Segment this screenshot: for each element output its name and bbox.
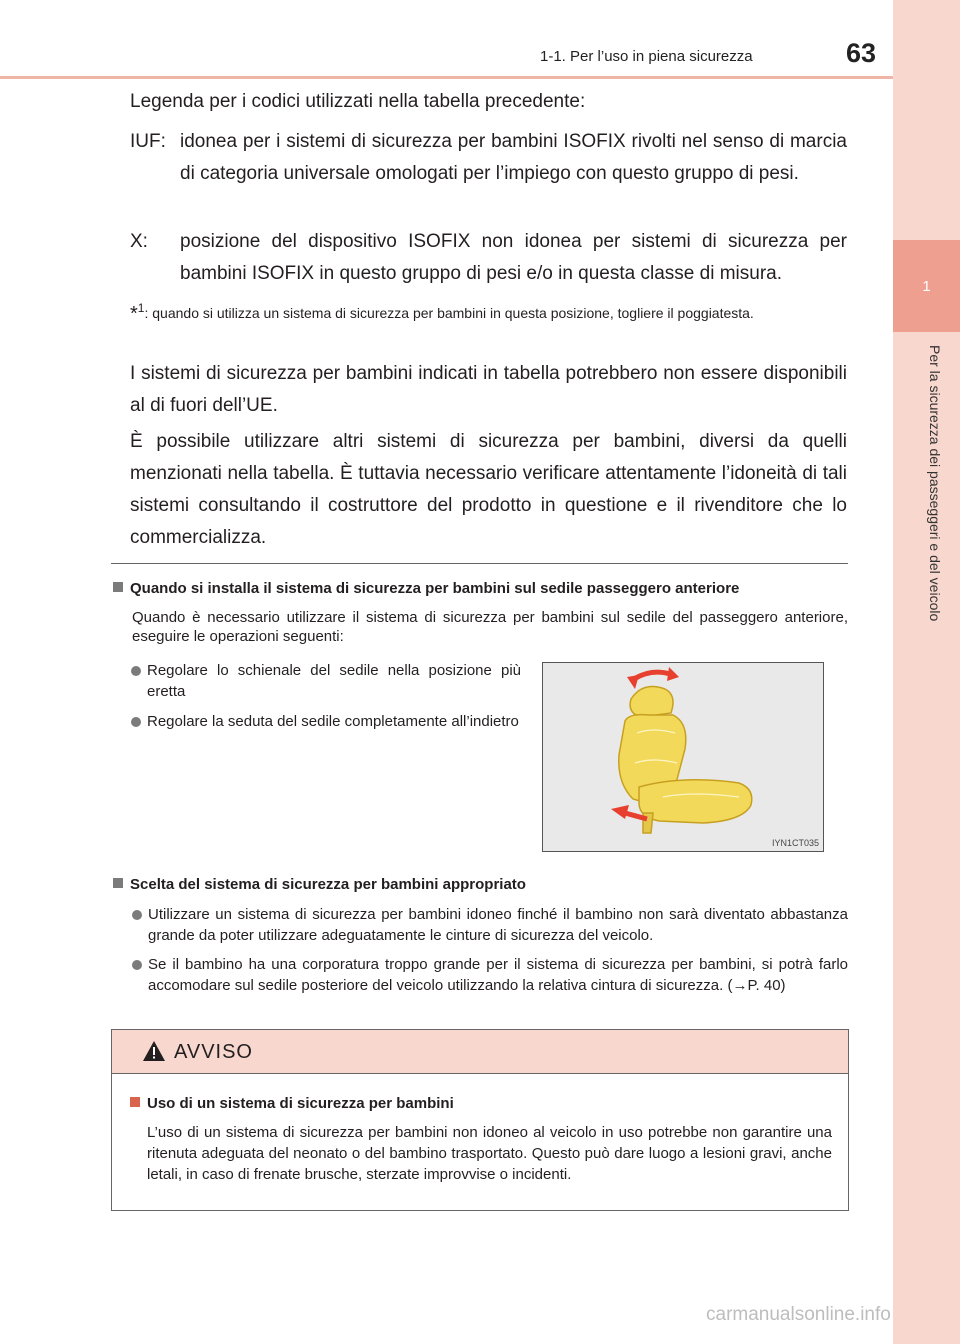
bullet-dot-icon — [131, 666, 141, 676]
chapter-tab[interactable]: 1 — [893, 240, 960, 332]
car-seat-icon — [543, 663, 823, 851]
figure-code: IYN1CT035 — [771, 838, 819, 848]
square-bullet-icon — [130, 1097, 140, 1107]
section-heading-text: Scelta del sistema di sicurezza per bambini appropriato — [130, 876, 526, 893]
legend-code: IUF: — [130, 131, 166, 152]
paragraph-availability: I sistemi di sicurezza per bambini indicati in tabella potrebbero non essere disponibili al di fuori dell’UE. — [130, 363, 847, 416]
bullet-dot-icon — [132, 960, 142, 970]
square-bullet-icon — [113, 878, 123, 888]
running-head: 1-1. Per l’uso in piena sicurezza — [540, 48, 753, 65]
warning-header — [112, 1030, 848, 1074]
warning-text: L’uso di un sistema di sicurezza per bambini non idoneo al veicolo in uso potrebbe non garantire una ritenuta adeguata del neonato o del bambino trasportato. Questo può dare luogo a lesioni gravi, anche letali, in caso di frenate brusche, sterzate improvvise o incidenti. — [147, 1124, 832, 1183]
list-item — [132, 954, 848, 996]
chapter-title: Per la sicurezza dei passeggeri e del veicolo — [927, 345, 943, 622]
header-rule — [0, 76, 893, 79]
warning-subheading — [130, 1095, 454, 1112]
legend-text: idonea per i sistemi di sicurezza per bambini ISOFIX rivolti nel senso di marcia di categoria universale omologati per l’impiego con questo gruppo di pesi. — [180, 131, 847, 184]
square-bullet-icon — [113, 582, 123, 592]
bullet-dot-icon — [132, 910, 142, 920]
legend-code: X: — [130, 231, 148, 252]
legend-intro: Legenda per i codici utilizzati nella tabella precedente: — [130, 91, 586, 112]
warning-box — [111, 1029, 849, 1211]
legend-item-iuf — [130, 126, 847, 222]
footnote-index: 1 — [137, 301, 145, 315]
list-item — [131, 660, 521, 702]
page-number: 63 — [846, 38, 877, 68]
paragraph-other-systems: È possibile utilizzare altri sistemi di sicurezza per bambini, diversi da quelli menzionati nella tabella. È tuttavia necessario verificare attentamente l’idoneità di tali sistemi consultando il costruttore del prodotto in questione e il rivenditore che lo commercializza. — [130, 431, 847, 548]
section-heading-text: Quando si installa il sistema di sicurezza per bambini sul sedile passeggero anteriore — [130, 580, 740, 597]
list-item-text: Utilizzare un sistema di sicurezza per bambini idoneo finché il bambino non sarà diventato abbastanza grande da poter utilizzare adeguatamente le cinture di sicurezza del veicolo. — [148, 906, 848, 944]
legend-text: posizione del dispositivo ISOFIX non idonea per sistemi di sicurezza per bambini ISOFIX in questo gruppo di pesi e/o in questa classe di misura. — [180, 231, 847, 284]
section-divider — [111, 563, 848, 564]
section-intro: Quando è necessario utilizzare il sistema di sicurezza per bambini sul sedile del passeggero anteriore, eseguire le operazioni seguenti: — [132, 609, 848, 645]
list-item-text: Regolare lo schienale del sedile nella posizione più eretta — [147, 662, 521, 700]
warning-subheading-text: Uso di un sistema di sicurezza per bambini — [147, 1095, 454, 1112]
list-item-text: Se il bambino ha una corporatura troppo grande per il sistema di sicurezza per bambini, si potrà farlo accomodare sul sedile posteriore del veicolo utilizzando la relativa cintura di sicurezza. (→P. 40) — [148, 956, 848, 994]
legend-item-x — [130, 226, 847, 290]
seat-illustration — [542, 662, 824, 852]
list-item-text: Regolare la seduta del sedile completamente all’indietro — [147, 713, 519, 730]
warning-triangle-icon — [142, 1040, 166, 1062]
section-heading-front-seat — [113, 579, 739, 599]
list-item — [132, 904, 848, 946]
list-item — [131, 711, 521, 732]
footnote — [130, 296, 847, 326]
side-band — [893, 0, 960, 1344]
warning-title: AVVISO — [174, 1041, 253, 1063]
bullet-dot-icon — [131, 717, 141, 727]
footnote-text: : quando si utilizza un sistema di sicurezza per bambini in questa posizione, togliere il poggiatesta. — [144, 305, 754, 321]
watermark: carmanualsonline.info — [706, 1304, 891, 1325]
section-heading-choice — [113, 875, 526, 895]
footnote-mark: * — [130, 303, 138, 325]
